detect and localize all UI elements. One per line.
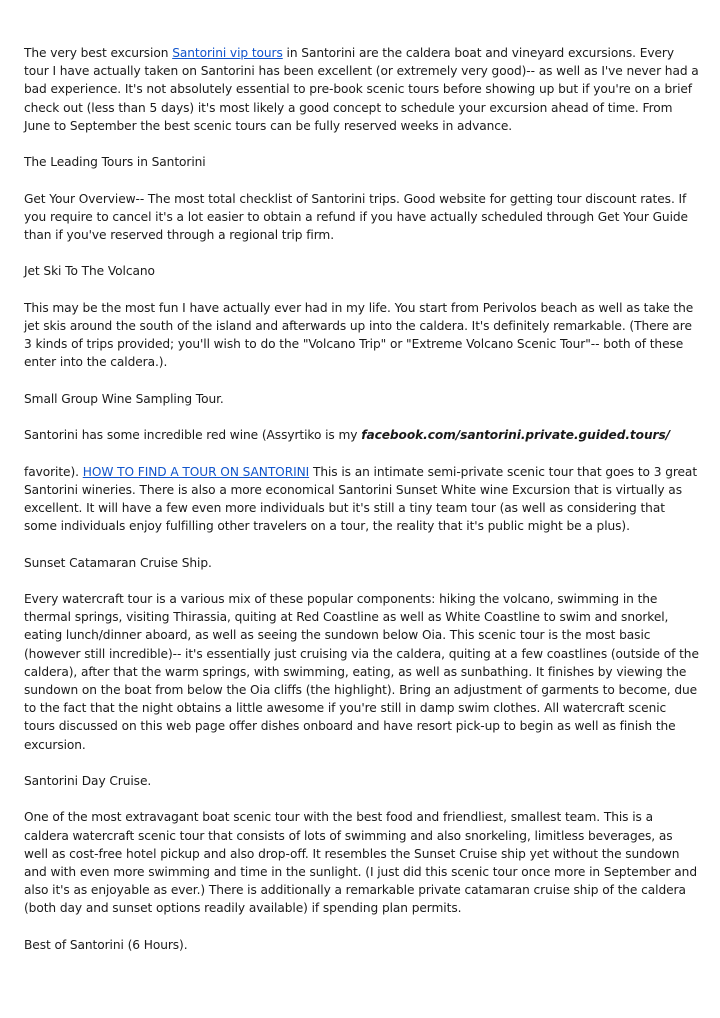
wine-text-before: Santorini has some incredible red wine (Assyrtiko is my	[24, 428, 362, 443]
jet-ski-paragraph: This may be the most fun I have actually ever had in my life. You start from Perivolos beach as well as take the jet skis around the south of the island and afterwards up into the caldera. It's definitely remarkable. (There are 3 kinds of trips provided; you'll wish to do the "Volcano Trip" or "Extreme Volcano Scenic Tour"-- both of these enter into the caldera.).	[24, 300, 694, 370]
facebook-url-text: facebook.com/santorini.private.guided.tours/	[361, 428, 671, 443]
heading-jet-ski: Jet Ski To The Volcano	[24, 264, 155, 279]
intro-text-after: in Santorini are the caldera boat and vineyard excursions. Every tour I have actually taken on Santorini has been excellent (or extremely very good)-- as well as I've never had a bad experience. It's not absolutely essential to pre-book scenic tours before showing up but if you're on a brief check out (less than 5 days) it's most likely a good concept to schedule your excursion ahead of time. From June to September the best scenic tours can be fully reserved weeks in advance.	[24, 46, 699, 133]
catamaran-paragraph: Every watercraft tour is a various mix of these popular components: hiking the volcano, swimming in the thermal springs, visiting Thirassia, quiting at Red Coastline as well as White Coastline to swim and snorkel, eating lunch/dinner aboard, as well as seeing the sundown below Oia. This scenic tour is the most basic (however still incredible)-- it's essentially just cruising via the caldera, quiting at a few coastlines (outside of the caldera), after that the warm springs, with swimming, eating, as well as sunbathing. It finishes by viewing the sundown on the boat from below the Oia cliffs (the highlight). Bring an adjustment of garments to become, due to the fact that the night obtains a little awesome if you're still in damp swim clothes. All watercraft scenic tours discussed on this web page offer dishes onboard and have resort pick-up to begin as well as finish the excursion.	[24, 591, 699, 752]
heading-leading-tours: The Leading Tours in Santorini	[24, 155, 206, 170]
intro-paragraph	[24, 44, 700, 135]
intro-text-before: The very best excursion	[24, 46, 173, 60]
wine-b-text-after: This is an intimate semi-private scenic tour that goes to 3 great Santorini wineries. There is also a more economical Santorini Sunset White wine Excursion that is virtually as excellent. It will have a few even more individuals but it's still a tiny team tour (as well as considering that some individuals enjoy fulfilling other travelers on a tour, the reality that it's public might be a plus).	[24, 464, 698, 534]
wine-b-text-before: favorite).	[24, 464, 83, 479]
heading-wine-tour: Small Group Wine Sampling Tour.	[24, 391, 224, 406]
heading-catamaran: Sunset Catamaran Cruise Ship.	[24, 555, 212, 570]
how-to-find-tour-link[interactable]: HOW TO FIND A TOUR ON SANTORINI	[82, 464, 310, 479]
day-cruise-paragraph: One of the most extravagant boat scenic tour with the best food and friendliest, smallest team. This is a caldera watercraft scenic tour that consists of lots of swimming and also snorkeling, limitless beverages, as well as cost-free hotel pickup and also drop-off. It resembles the Sunset Cruise ship yet without the sundown and with even more swimming and time in the sunlight. (I just did this scenic tour once more in September and also it's as enjoyable as ever.) There is additionally a remarkable private catamaran cruise ship of the caldera (both day and sunset options readily available) if spending plan permits.	[24, 810, 697, 916]
heading-day-cruise: Santorini Day Cruise.	[24, 773, 152, 788]
santorini-vip-tours-link[interactable]: Santorini vip tours	[172, 46, 283, 60]
heading-best-of-santorini: Best of Santorini (6 Hours).	[24, 937, 188, 952]
wine-paragraph-b	[24, 463, 700, 536]
get-your-overview-paragraph: Get Your Overview-- The most total checklist of Santorini trips. Good website for getting tour discount rates. If you require to cancel it's a lot easier to obtain a refund if you have actually scheduled through Get Your Guide than if you've reserved through a regional trip firm.	[24, 191, 688, 242]
wine-paragraph-a	[24, 426, 700, 444]
article	[24, 44, 700, 972]
